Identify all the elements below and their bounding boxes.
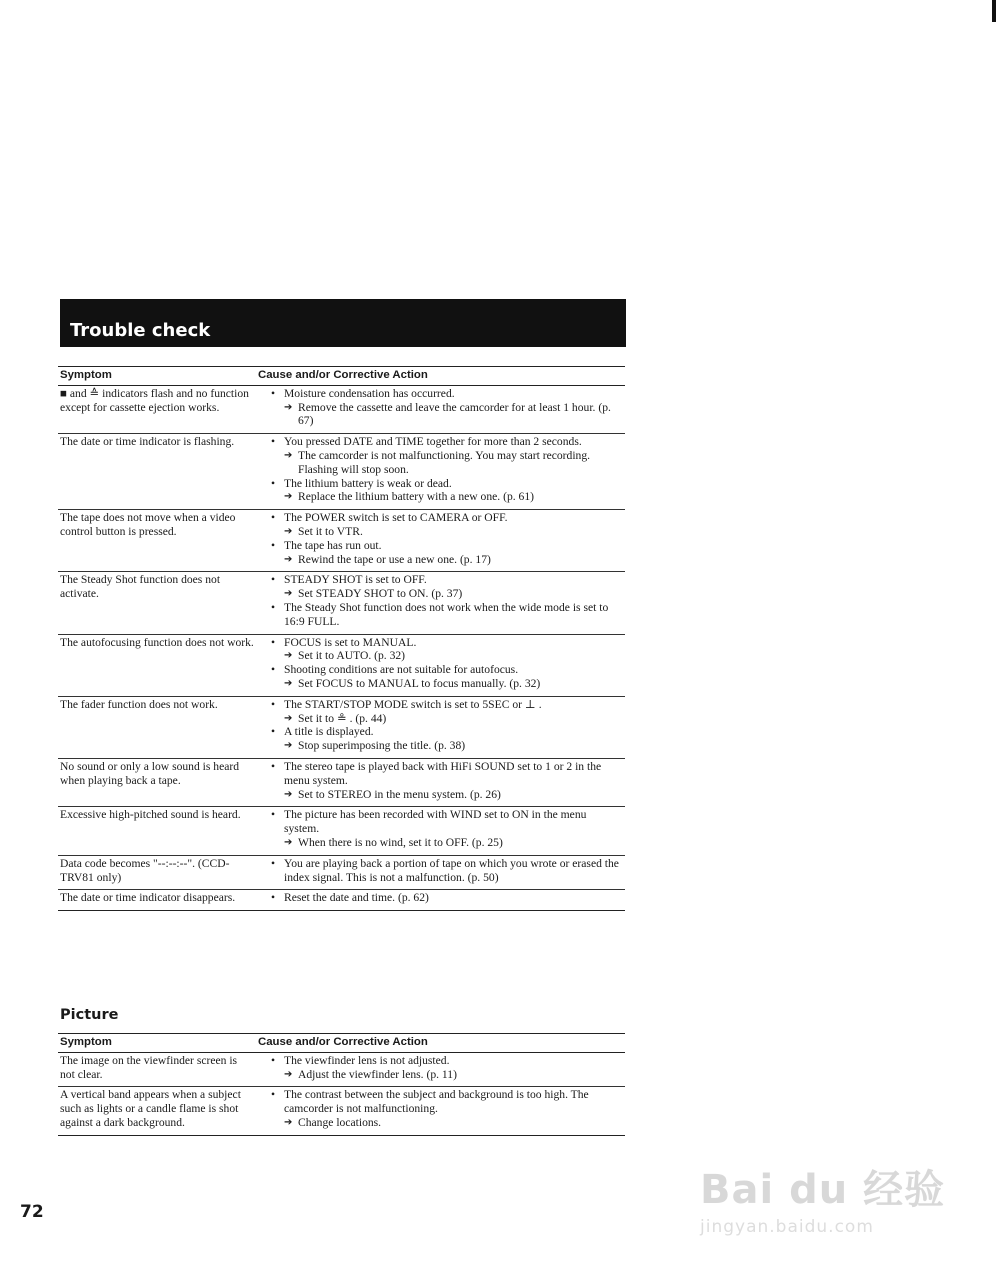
cause-text: Shooting conditions are not suitable for autofocus. (284, 663, 519, 677)
table-row (58, 758, 625, 806)
cause-list (258, 808, 623, 849)
arrow-right-icon: ➔ (284, 677, 293, 689)
arrow-right-icon: ➔ (284, 712, 293, 724)
action-text: Remove the cassette and leave the camcorder for at least 1 hour. (p. 67) (298, 400, 611, 428)
arrow-right-icon: ➔ (284, 491, 293, 503)
cause-cell (256, 1052, 625, 1087)
corrective-action (284, 490, 623, 504)
cause-cell (256, 385, 625, 433)
corrective-action (284, 1068, 623, 1082)
cause-text: The contrast between the subject and background is too high. The camcorder is not malfunctioning. (284, 1088, 589, 1116)
table-row (58, 696, 625, 758)
table-row (58, 855, 625, 890)
corrective-action (284, 587, 623, 601)
table-header-row (58, 1034, 625, 1053)
picture-table (58, 1033, 625, 1136)
cause-cell (256, 807, 625, 855)
action-text: When there is no wind, set it to OFF. (p. 25) (298, 835, 503, 849)
symptom-cell: The fader function does not work. (58, 696, 256, 758)
symptom-cell: The date or time indicator is flashing. (58, 434, 256, 510)
arrow-right-icon: ➔ (284, 588, 293, 600)
picture-section-title: Picture (60, 1007, 119, 1023)
cause-text: The POWER switch is set to CAMERA or OFF. (284, 511, 508, 525)
table-row (58, 634, 625, 696)
cause-cell (256, 634, 625, 696)
symptom-cell: A vertical band appears when a subject such as lights or a candle flame is shot against a dark background. (58, 1087, 256, 1135)
corrective-action (284, 649, 623, 663)
section-banner (60, 299, 626, 347)
page-number: 72 (20, 1202, 44, 1222)
arrow-right-icon: ➔ (284, 1068, 293, 1080)
page-edge-mark (992, 0, 996, 22)
cause-text: A title is displayed. (284, 725, 374, 739)
table-row (58, 890, 625, 911)
cause-text: FOCUS is set to MANUAL. (284, 635, 417, 649)
table-header-row (58, 367, 625, 386)
cause-item (258, 857, 623, 885)
cause-list (258, 857, 623, 885)
cause-item (258, 760, 623, 801)
corrective-action (284, 677, 623, 691)
arrow-right-icon: ➔ (284, 650, 293, 662)
cause-list (258, 1088, 623, 1129)
cause-item (258, 511, 623, 539)
action-text: Set it to VTR. (298, 524, 363, 538)
action-text: Set FOCUS to MANUAL to focus manually. (p. 32) (298, 676, 541, 690)
cause-cell (256, 890, 625, 911)
page-title: Trouble check (70, 320, 211, 341)
arrow-right-icon: ➔ (284, 553, 293, 565)
trouble-check-table (58, 366, 625, 911)
cause-text: The tape has run out. (284, 538, 382, 552)
arrow-right-icon: ➔ (284, 788, 293, 800)
cause-item (258, 435, 623, 476)
corrective-action (284, 739, 623, 753)
cause-text: You are playing back a portion of tape on which you wrote or erased the index signal. This is not a malfunction. (p. 50) (284, 856, 619, 884)
action-text: Set to STEREO in the menu system. (p. 26) (298, 787, 501, 801)
cause-item (258, 808, 623, 849)
table-row (58, 510, 625, 572)
cause-item (258, 539, 623, 567)
cause-text: The picture has been recorded with WIND set to ON in the menu system. (284, 808, 587, 836)
cause-item (258, 601, 623, 629)
action-text: Adjust the viewfinder lens. (p. 11) (298, 1067, 457, 1081)
arrow-right-icon: ➔ (284, 740, 293, 752)
cause-item (258, 573, 623, 601)
watermark-url: jingyan.baidu.com (700, 1217, 874, 1237)
watermark-logo-text: Bai du 经验 (700, 1167, 946, 1213)
table-row (58, 1052, 625, 1087)
corrective-action (284, 401, 623, 429)
corrective-action (284, 553, 623, 567)
action-text: The camcorder is not malfunctioning. You may start recording. Flashing will stop soon. (298, 448, 591, 476)
arrow-right-icon: ➔ (284, 401, 293, 413)
cause-list (258, 760, 623, 801)
cause-item (258, 725, 623, 753)
cause-item (258, 387, 623, 428)
table-row (58, 385, 625, 433)
corrective-action (284, 449, 623, 477)
action-text: Set STEADY SHOT to ON. (p. 37) (298, 587, 463, 601)
cause-list (258, 1054, 623, 1082)
cause-text: The viewfinder lens is not adjusted. (284, 1053, 450, 1067)
cause-list (258, 387, 623, 428)
arrow-right-icon: ➔ (284, 1116, 293, 1128)
table-row (58, 434, 625, 510)
arrow-right-icon: ➔ (284, 449, 293, 461)
action-text: Rewind the tape or use a new one. (p. 17) (298, 552, 491, 566)
action-text: Change locations. (298, 1115, 382, 1129)
corrective-action (284, 1116, 623, 1130)
cause-text: The Steady Shot function does not work when the wide mode is set to 16:9 FULL. (284, 600, 609, 628)
symptom-cell: No sound or only a low sound is heard when playing back a tape. (58, 758, 256, 806)
cause-cell (256, 572, 625, 634)
cause-list (258, 698, 623, 753)
cause-column-header: Cause and/or Corrective Action (256, 367, 625, 386)
cause-item (258, 1054, 623, 1082)
symptom-cell: The tape does not move when a video control button is pressed. (58, 510, 256, 572)
symptom-column-header: Symptom (58, 367, 256, 386)
action-text: Set it to ≗ . (p. 44) (298, 711, 387, 725)
cause-item (258, 698, 623, 726)
symptom-cell: Excessive high-pitched sound is heard. (58, 807, 256, 855)
cause-list (258, 435, 623, 504)
cause-text: Reset the date and time. (p. 62) (284, 891, 429, 905)
table-row (58, 1087, 625, 1135)
cause-item (258, 1088, 623, 1129)
cause-cell (256, 1087, 625, 1135)
symptom-column-header: Symptom (58, 1034, 256, 1053)
symptom-cell: The autofocusing function does not work. (58, 634, 256, 696)
cause-cell (256, 758, 625, 806)
cause-item (258, 636, 623, 664)
cause-list (258, 511, 623, 566)
symptom-cell: The Steady Shot function does not activate. (58, 572, 256, 634)
cause-text: You pressed DATE and TIME together for more than 2 seconds. (284, 435, 582, 449)
cause-cell (256, 434, 625, 510)
cause-text: Moisture condensation has occurred. (284, 386, 455, 400)
corrective-action (284, 712, 623, 726)
symptom-cell: The image on the viewfinder screen is not clear. (58, 1052, 256, 1087)
cause-cell (256, 510, 625, 572)
cause-text: The START/STOP MODE switch is set to 5SEC or ⊥ . (284, 697, 542, 711)
arrow-right-icon: ➔ (284, 836, 293, 848)
cause-text: The stereo tape is played back with HiFi SOUND set to 1 or 2 in the menu system. (284, 759, 602, 787)
corrective-action (284, 525, 623, 539)
watermark (700, 1158, 945, 1237)
action-text: Stop superimposing the title. (p. 38) (298, 739, 466, 753)
table-row (58, 572, 625, 634)
cause-list (258, 573, 623, 628)
cause-item (258, 891, 623, 905)
action-text: Set it to AUTO. (p. 32) (298, 649, 406, 663)
cause-item (258, 477, 623, 505)
cause-column-header: Cause and/or Corrective Action (256, 1034, 625, 1053)
cause-list (258, 636, 623, 691)
cause-cell (256, 696, 625, 758)
cause-cell (256, 855, 625, 890)
symptom-cell: Data code becomes "--:--:--". (CCD-TRV81 only) (58, 855, 256, 890)
arrow-right-icon: ➔ (284, 525, 293, 537)
action-text: Replace the lithium battery with a new one. (p. 61) (298, 490, 534, 504)
cause-text: The lithium battery is weak or dead. (284, 476, 452, 490)
symptom-cell: The date or time indicator disappears. (58, 890, 256, 911)
cause-list (258, 891, 623, 905)
cause-text: STEADY SHOT is set to OFF. (284, 573, 427, 587)
corrective-action (284, 836, 623, 850)
cause-item (258, 663, 623, 691)
table-row (58, 807, 625, 855)
symptom-cell: ■ and ≙ indicators flash and no function except for cassette ejection works. (58, 385, 256, 433)
corrective-action (284, 788, 623, 802)
